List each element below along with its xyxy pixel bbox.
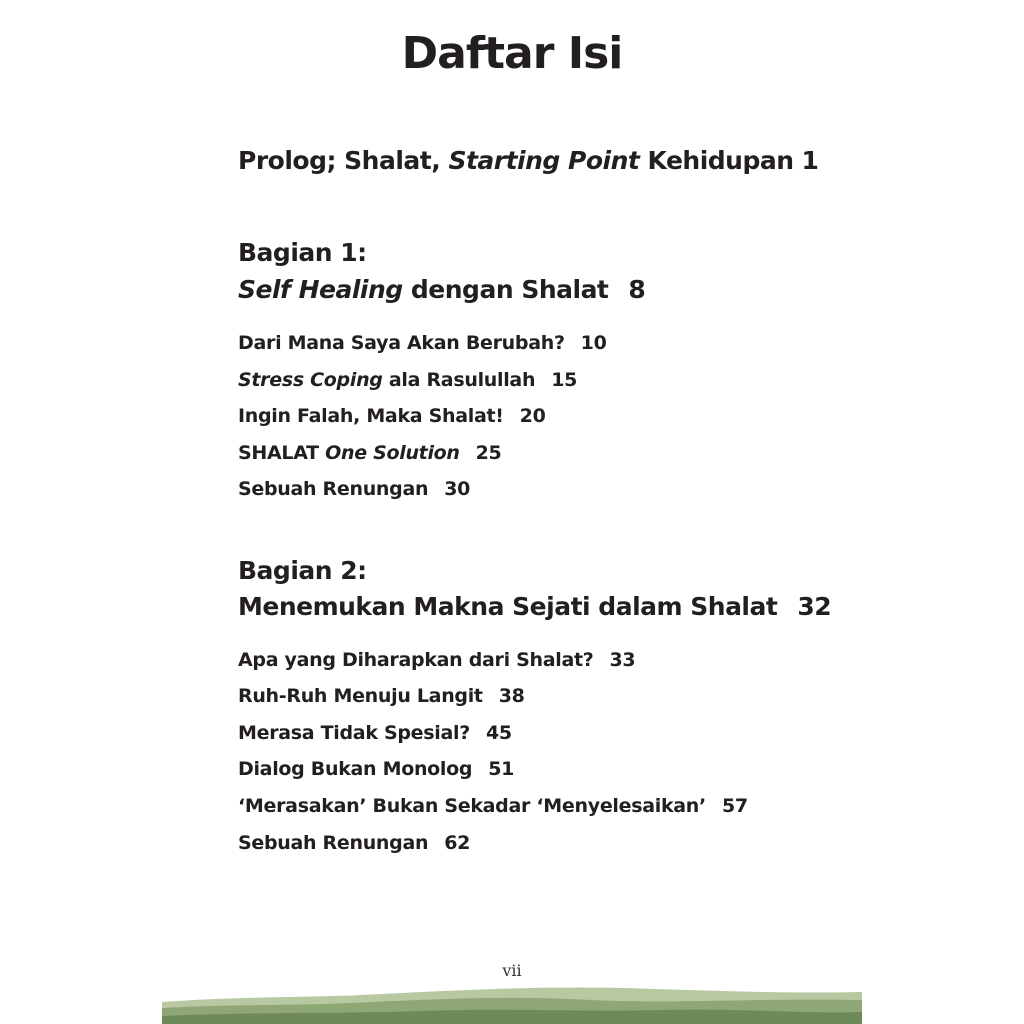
toc-item[interactable] — [238, 369, 577, 391]
toc-item-title: Merasa Tidak Spesial? — [238, 722, 470, 744]
toc-item[interactable] — [238, 332, 607, 354]
section1-label: Bagian 1: — [238, 238, 367, 267]
toc-item[interactable] — [238, 685, 525, 707]
prologue-title-italic: Starting Point — [448, 146, 640, 175]
toc-item-title: Dialog Bukan Monolog — [238, 758, 473, 780]
toc-item[interactable] — [238, 649, 635, 671]
toc-item-page: 62 — [444, 832, 471, 854]
toc-item[interactable] — [238, 795, 748, 817]
toc-item-page: 25 — [475, 442, 502, 464]
toc-item-page: 10 — [580, 332, 607, 354]
toc-item-title: Ruh-Ruh Menuju Langit — [238, 685, 483, 707]
toc-item-title: ‘Merasakan’ Bukan Sekadar ‘Menyelesaikan’ — [238, 795, 706, 817]
toc-item-title-italic: Stress Coping — [238, 369, 383, 391]
toc-item-title: Sebuah Renungan — [238, 478, 429, 500]
toc-item-page: 38 — [498, 685, 525, 707]
section2-label: Bagian 2: — [238, 556, 367, 585]
toc-item-page: 15 — [551, 369, 578, 391]
toc-prologue[interactable] — [238, 146, 818, 175]
toc-item-title: Apa yang Diharapkan dari Shalat? — [238, 649, 594, 671]
section1-title-italic: Self Healing — [238, 275, 403, 304]
toc-item[interactable] — [238, 442, 501, 464]
toc-item-page: 33 — [609, 649, 636, 671]
toc-item[interactable] — [238, 478, 470, 500]
toc-item-page: 45 — [485, 722, 512, 744]
prologue-title-suffix: Kehidupan — [639, 146, 794, 175]
toc-section2-title[interactable] — [238, 592, 831, 621]
toc-item-title: Dari Mana Saya Akan Berubah? — [238, 332, 565, 354]
page-number: vii — [502, 961, 522, 980]
landscape-illustration — [162, 984, 862, 1024]
toc-section1-title[interactable] — [238, 275, 645, 304]
toc-item[interactable] — [238, 832, 470, 854]
toc-item-page: 51 — [488, 758, 515, 780]
toc-item-title: Sebuah Renungan — [238, 832, 429, 854]
toc-item-page: 57 — [721, 795, 748, 817]
section1-title-rest: dengan Shalat — [402, 275, 609, 304]
toc-item-title: ala Rasulullah — [382, 369, 536, 391]
toc-item-title: Ingin Falah, Maka Shalat! — [238, 405, 504, 427]
toc-item[interactable] — [238, 405, 546, 427]
toc-item-page: 20 — [519, 405, 546, 427]
toc-item-title-italic: One Solution — [325, 442, 460, 464]
toc-item[interactable] — [238, 758, 514, 780]
section1-page-number: 8 — [628, 275, 646, 304]
page-title: Daftar Isi — [401, 28, 623, 79]
toc-item-page: 30 — [444, 478, 471, 500]
section2-title: Menemukan Makna Sejati dalam Shalat — [238, 592, 778, 621]
toc-item-title: SHALAT — [238, 442, 326, 464]
prologue-page-number: 1 — [801, 146, 819, 175]
toc-item[interactable] — [238, 722, 512, 744]
prologue-title-prefix: Prolog; Shalat, — [238, 146, 449, 175]
section2-page-number: 32 — [797, 592, 832, 621]
